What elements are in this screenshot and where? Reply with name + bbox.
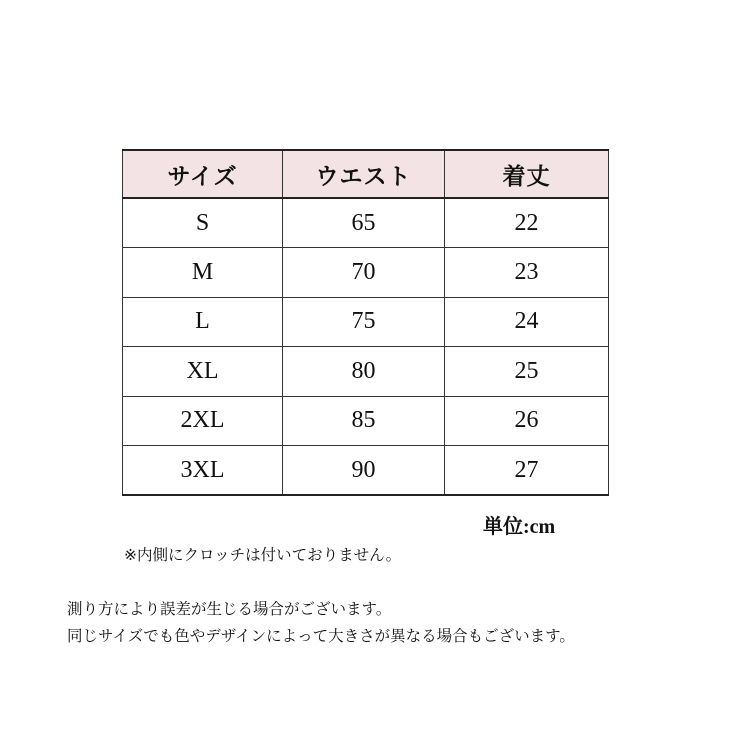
measurement-error-note: 測り方により誤差が生じる場合がございます。 [67,600,392,618]
header-length: 着丈 [445,150,609,198]
header-size: サイズ [123,150,283,198]
cell-size: XL [123,347,283,397]
crotch-note: ※内側にクロッチは付いておりません。 [124,546,402,564]
table-row [123,396,609,446]
cell-waist: 70 [283,248,445,298]
color-design-note: 同じサイズでも色やデザインによって大きさが異なる場合もございます。 [67,627,575,645]
table-row [123,198,609,248]
unit-note: 単位:cm [483,516,556,538]
cell-length: 26 [445,396,609,446]
table-row [123,347,609,397]
header-waist: ウエスト [283,150,445,198]
cell-length: 25 [445,347,609,397]
cell-waist: 90 [283,446,445,496]
table-row [123,248,609,298]
cell-size: 3XL [123,446,283,496]
cell-length: 23 [445,248,609,298]
table-header-row [123,150,609,198]
cell-length: 22 [445,198,609,248]
table-row [123,446,609,496]
table-row [123,297,609,347]
cell-size: M [123,248,283,298]
cell-length: 27 [445,446,609,496]
cell-waist: 65 [283,198,445,248]
cell-size: 2XL [123,396,283,446]
cell-waist: 80 [283,347,445,397]
size-chart-table [122,149,609,496]
cell-waist: 85 [283,396,445,446]
cell-size: L [123,297,283,347]
cell-size: S [123,198,283,248]
cell-waist: 75 [283,297,445,347]
cell-length: 24 [445,297,609,347]
